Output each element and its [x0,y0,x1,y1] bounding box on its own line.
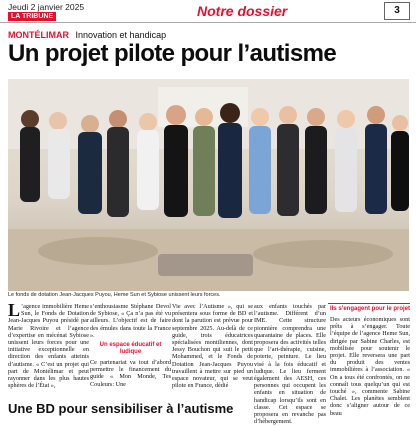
kicker-topic: Innovation et handicap [75,30,167,40]
column-3-text: Vie avec l’Autisme », qui se présentera sous forme de BD et dont la parution est prévue pour septembre 2025. Au-delà de ce guide, trois éducatrices spécialisées montiliennes, dont Jessy Bouchon qui suit le petit Mohammed, et le Fonds de Dotation Jean-Jacques Puyou travaillent à mettre sur pied un espace novateur, qui se veut pilote en France, dédié [172,303,253,390]
column-2-paragraph-2: Ce partenariat va tout d’abord permettre le financement du guide « Mon Monde, Tes Couleurs: Une [90,359,171,388]
article-column-5 [330,303,410,418]
issue-date: Jeudi 2 janvier 2025 [8,2,85,12]
kicker [8,30,166,40]
kicker-city: MONTÉLIMAR [8,30,69,40]
column-4-text: aux enfants touchés par l’autisme. Différent d’un IME. Cette structure pionnière comprendra une quarantaine de places. Elle proposera des activités telles que l’art-thérapie, cuisine, poterie, peinture. Le lieu visé à la fois éducatif et ludique. Le lieu ferment également des AESH, ces personnes qui occupent les enfants en situation de handicap lorsqu’ils sont en classe. Cet espace se proposera en revanche pas d’hébergement. [254,303,326,426]
group-photo [8,79,409,291]
section-title: Notre dossier [197,3,288,19]
dropcap: L [8,300,21,320]
article-column-3 [172,303,253,390]
page-header [0,0,416,23]
column-2-subhead: Un espace éducatif et ludique [99,342,162,356]
page-number: 3 [384,2,410,20]
article-column-2 [90,303,171,389]
column-2-paragraph-1: s’enthousiasme Stéphane Devol de Sybiose, « Ça n’a pas été vu ailleurs. L’objectif est de faire des émules dans toute la France ». [90,303,171,339]
column-1-text: ’agence immobilière Heme Sun, le Fonds de Dotation Jean-Jacques Puyou présidé par Marie Rivoire et l’agence d’expertise en mécénat Sybiose unissent leurs forces pour une initiative exceptionnelle en direction des enfants atteints d’autisme. « C’est un projet qui part de Montélimar et peut rayonner dans les plus hautes sphères de l’État », [8,303,89,390]
column-5-text: Des acteurs économiques sont prêts à s’engager. Toute l’équipe de l’agence Heme Sun, dirigée par Sabine Charles, est mobilisée pour soutenir le projet. Elle reversera une part du produit des ventes immobilières à l’association. « On a tous été confrontés, on ne connaît tous quelqu’un qui est touché », commente Sabine Chalet. Les planètes semblent donc s’aligner autour de ce beau [330,316,410,417]
article-column-1 [8,300,89,390]
photo-caption: Le fonds de dotation Jean-Jacques Puyou, Heme Sun et Sybiose unissent leurs forces. [8,292,221,298]
newspaper-logo: LA TRIBUNE [8,12,56,21]
group-photo-illustration [8,79,409,291]
bottom-headline: Une BD pour sensibiliser à l’autisme [8,401,234,416]
article-column-4 [254,303,326,426]
column-5-subhead: Ils s’engagent pour le projet [330,306,411,312]
headline: Un projet pilote pour l’autisme [8,40,337,67]
